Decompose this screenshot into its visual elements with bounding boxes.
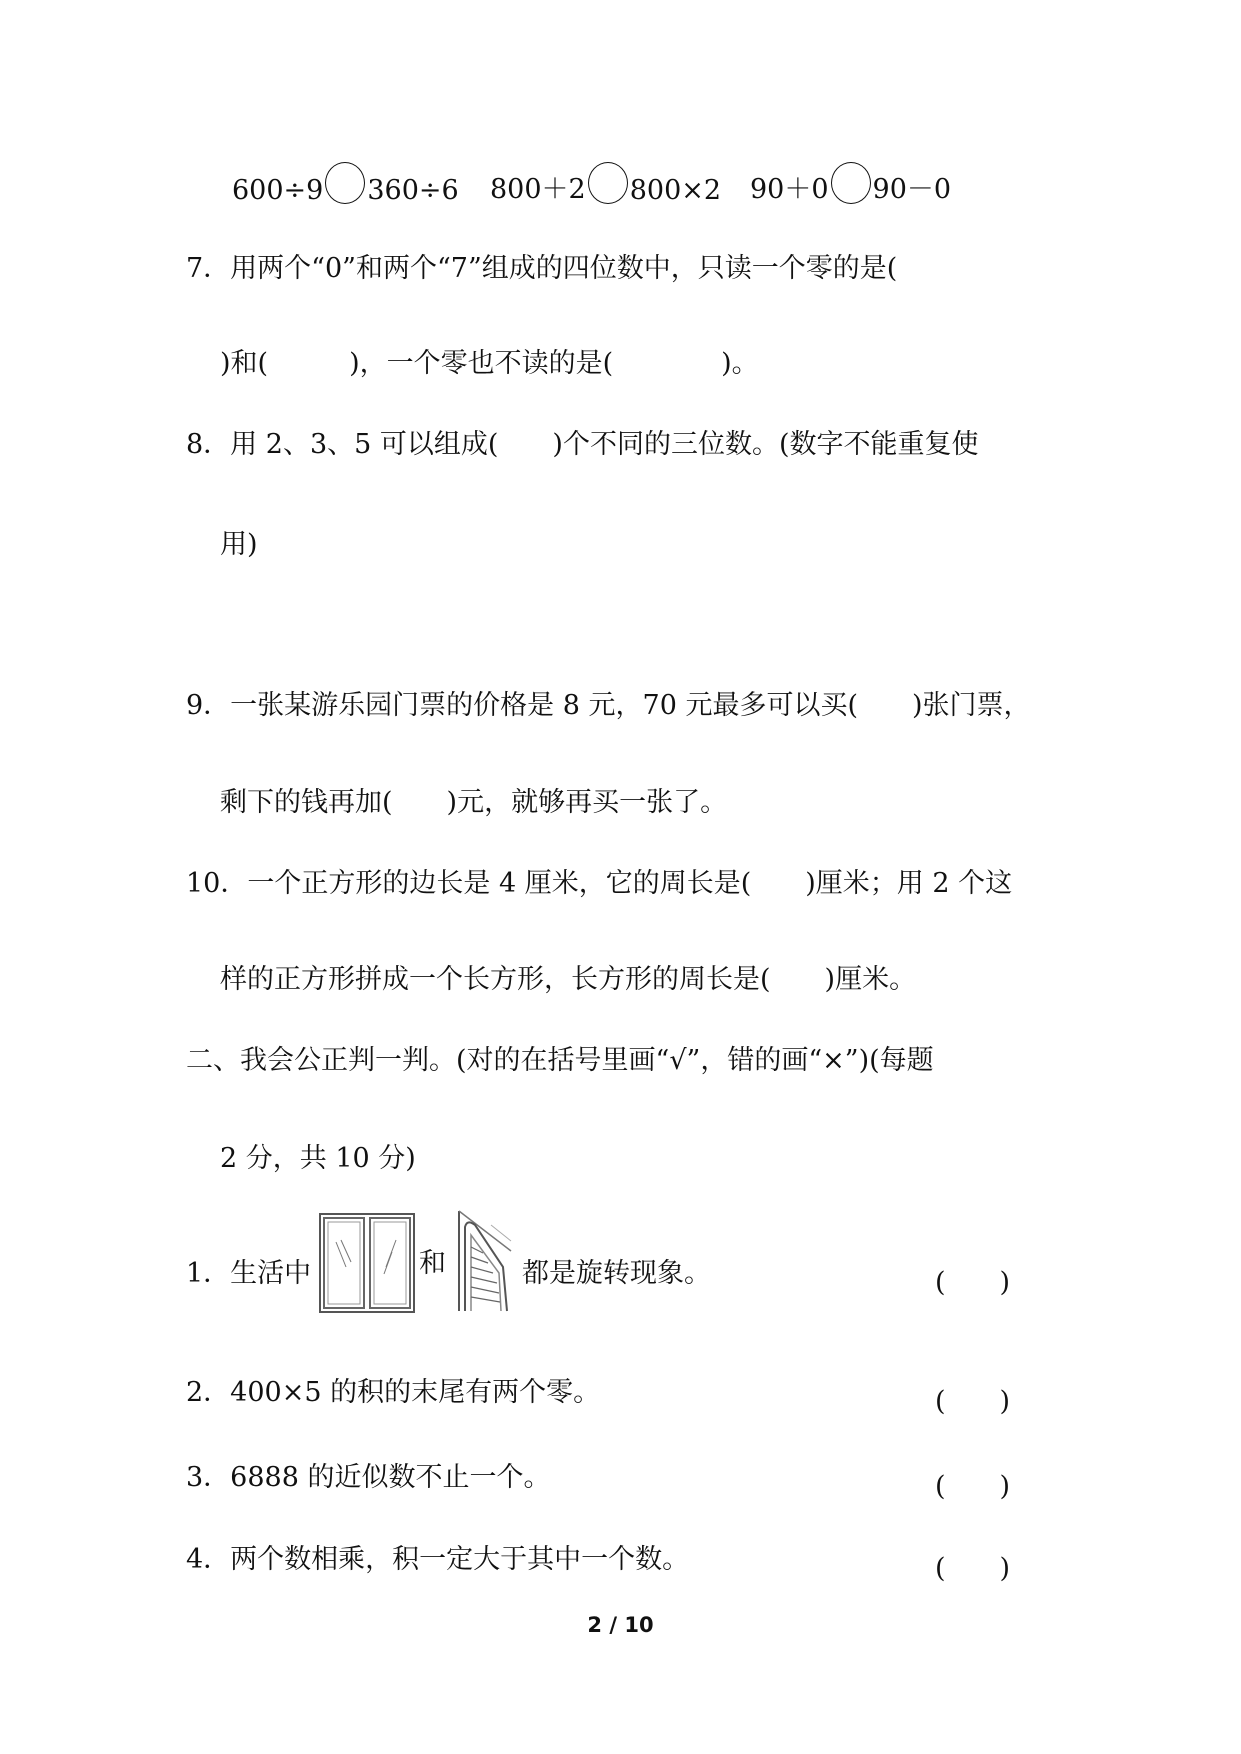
window-icon [318,1212,416,1314]
section2-heading-line2: 2 分，共 10 分) [220,1143,416,1174]
q9-line1: 9．一张某游乐园门票的价格是 8 元，70 元最多可以买( )张门票， [186,690,1031,721]
compare-circle-3[interactable] [831,162,871,204]
page-number: 2 / 10 [587,1613,654,1637]
judge-1-prefix: 1．生活中 [186,1258,312,1289]
comparison-2-left: 800＋2 [490,174,586,205]
comparison-3 [750,164,951,206]
judge-2-text: 2．400×5 的积的末尾有两个零。 [186,1377,601,1408]
comparison-2-right: 800×2 [629,175,722,206]
q9-line2: 剩下的钱再加( )元，就够再买一张了。 [220,787,728,818]
comparison-1-right: 360÷6 [367,175,459,206]
compare-circle-2[interactable] [588,162,628,204]
q8-line2: 用) [220,529,258,560]
judge-1-answer[interactable]: ( ) [935,1267,1011,1298]
judge-3-answer[interactable]: ( ) [935,1471,1011,1502]
judge-1-suffix: 都是旋转现象。 [522,1258,711,1289]
judge-2-answer[interactable]: ( ) [935,1386,1011,1417]
comparison-3-right: 90－0 [872,174,952,205]
compare-circle-1[interactable] [325,162,365,204]
comparison-2 [490,164,721,206]
q10-line2: 样的正方形拼成一个长方形，长方形的周长是( )厘米。 [220,964,917,995]
q10-line1: 10．一个正方形的边长是 4 厘米，它的周长是( )厘米；用 2 个这 [186,868,1013,899]
comparison-1-left: 600÷9 [232,175,324,206]
q7-line2: )和( )，一个零也不读的是( )。 [220,348,759,379]
q8-line1: 8．用 2、3、5 可以组成( )个不同的三位数。(数字不能重复使 [186,429,979,460]
escalator-icon [453,1207,515,1313]
judge-4-text: 4．两个数相乘，积一定大于其中一个数。 [186,1544,690,1575]
judge-4-answer[interactable]: ( ) [935,1553,1011,1584]
comparison-3-left: 90＋0 [750,174,829,205]
q7-line1: 7．用两个“0”和两个“7”组成的四位数中，只读一个零的是( [186,253,898,284]
section2-heading-line1: 二、我会公正判一判。(对的在括号里画“√”，错的画“×”)(每题 [186,1045,934,1076]
comparison-1 [232,164,459,206]
judge-3-text: 3．6888 的近似数不止一个。 [186,1462,551,1493]
judge-1-middle: 和 [419,1248,446,1279]
